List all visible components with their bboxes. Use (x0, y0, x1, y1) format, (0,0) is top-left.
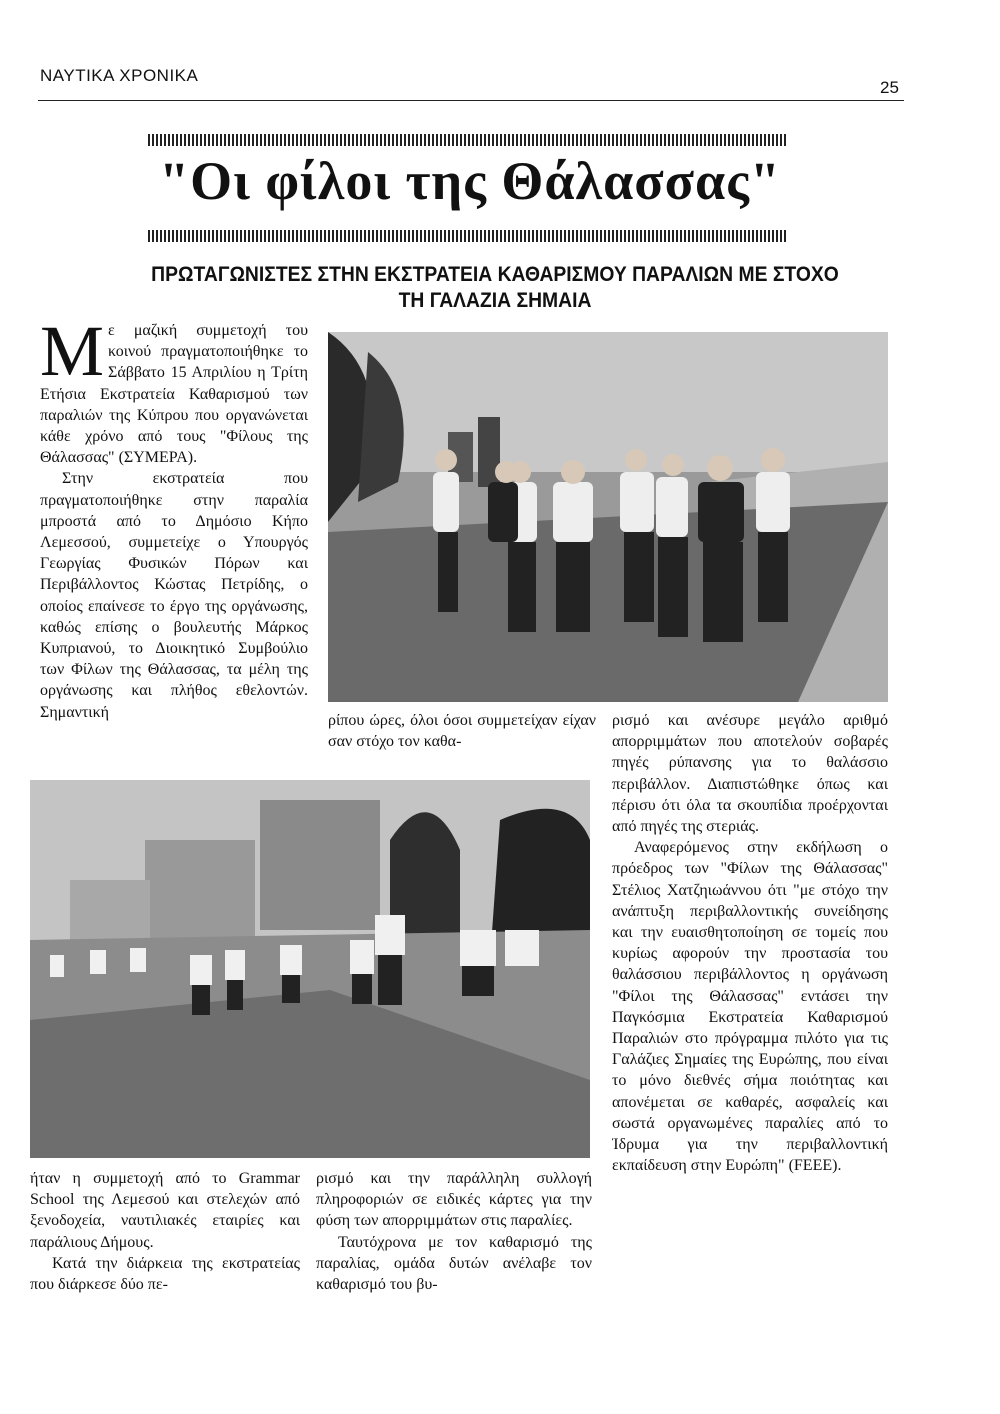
column-2-bottom-paragraph-2: Ταυτόχρονα με τον καθαρισμό της παραλίας, ομάδα δυτών ανέλαβε τον καθαρισμό του βυ- (316, 1233, 592, 1294)
column-2-bottom (316, 1168, 592, 1328)
article-subtitle (113, 262, 877, 314)
subtitle-line-2: ΤΗ ΓΑΛΑΖΙΑ ΣΗΜΑΙΑ (398, 289, 592, 312)
column-3 (612, 710, 888, 1330)
column-1-top (40, 320, 308, 760)
column-1-bottom (30, 1168, 300, 1328)
page-number: 25 (880, 78, 899, 97)
publication-name: ΝΑΥΤΙΚΑ ΧΡΟΝΙΚΑ (40, 66, 199, 85)
photo-volunteers-cleaning-beach (30, 780, 590, 1158)
title-top-border (148, 134, 788, 146)
drop-cap: Μ (40, 320, 105, 391)
paragraph-1 (40, 320, 308, 468)
column-3-paragraph-1: ρισμό και ανέσυρε μεγάλο αριθμό απορριμμάτων που αποτελούν σοβαρές πηγές ρύπανσης για το θαλάσσιο περιβάλλον. Διαπιστώθηκε όπως και πέρισυ ότι όλα τα σκουπίδια προέρχονται από πηγές της στεριάς. (612, 712, 888, 836)
photo-officials-on-beach (328, 332, 888, 702)
header-rule (38, 100, 904, 101)
paragraph-1-text: ε μαζική συμμετοχή του κοινού πραγματοποιήθηκε το Σάββατο 15 Απριλίου η Τρίτη Ετήσια Εκστρατεία Καθαρισμού των παραλιών της Κύπρου που οργανώνεται κάθε χρόνο από τους "Φίλους της Θάλασσας" (ΣΥΜΕΡΑ). (40, 322, 308, 467)
column-1-bottom-paragraph-2: Κατά την διάρκεια της εκστρατείας που διάρκεσε δύο πε- (30, 1254, 300, 1294)
column-1-bottom-paragraph-1: ήταν η συμμετοχή από το Grammar School της Λεμεσού και στελεχών από ξενοδοχεία, ναυτιλιακές εταιρίες και παράλιους Δήμους. (30, 1170, 300, 1251)
subtitle-line-1: ΠΡΩΤΑΓΩΝΙΣΤΕΣ ΣΤΗΝ ΕΚΣΤΡΑΤΕΙΑ ΚΑΘΑΡΙΣΜΟΥ ΠΑΡΑΛΙΩΝ ΜΕ ΣΤΟΧΟ (151, 263, 839, 286)
column-3-paragraph-2: Αναφερόμενος στην εκδήλωση ο πρόεδρος των "Φίλων της Θάλασσας" Στέλιος Χατζηιωάννου ότι "με στόχο την ανάπτυξη περιβαλλοντικής συνείδησης και την ευαισθητοποίηση σε τομείς που κυρίως αφορούν την προστασία του θαλάσσιου περιβάλλοντος η οργάνωση "Φίλοι της Θάλασσας" εντάσει την Παγκόσμια Εκστρατεία Καθαρισμού Παραλιών στο πρόγραμμα πιλότο για τις Γαλάζιες Σημαίες της Ευρώπης, που είναι το μόνο διεθνές σήμα ποιότητας και απονέμεται σε καθαρές, ασφαλείς και σωστά οργανωμένες παραλίες από το Ίδρυμα για την περιβαλλοντική εκπαίδευση στην Ευρώπη" (FEEE). (612, 839, 888, 1175)
column-2-top (328, 710, 596, 766)
column-2-top-text: ρίπου ώρες, όλοι όσοι συμμετείχαν είχαν σαν στόχο τον καθα- (328, 712, 596, 751)
article-title: "Οι φίλοι της Θάλασσας" (159, 151, 781, 211)
column-2-bottom-paragraph-1: ρισμό και την παράλληλη συλλογή πληροφοριών σε ειδικές κάρτες για την φύση των απορριμμάτων στις παραλίες. (316, 1170, 592, 1230)
paragraph-2: Στην εκστρατεία που πραγματοποιήθηκε στην παραλία μπροστά από το Δημόσιο Κήπο Λεμεσσού, συμμετείχε ο Υπουργός Γεωργίας Φυσικών Πόρων και Περιβάλλοντος Κώστας Πετρίδης, ο οποίος επαίνεσε το έργο της οργάνωσης, καθώς επίσης ο βουλευτής Μάρκος Κυπριανού, το Διοικητικό Συμβούλιο των Φίλων της Θάλασσας, τα μέλη της οργάνωσης και πλήθος εθελοντών. Σημαντική (40, 470, 308, 721)
title-bottom-border (148, 230, 788, 242)
